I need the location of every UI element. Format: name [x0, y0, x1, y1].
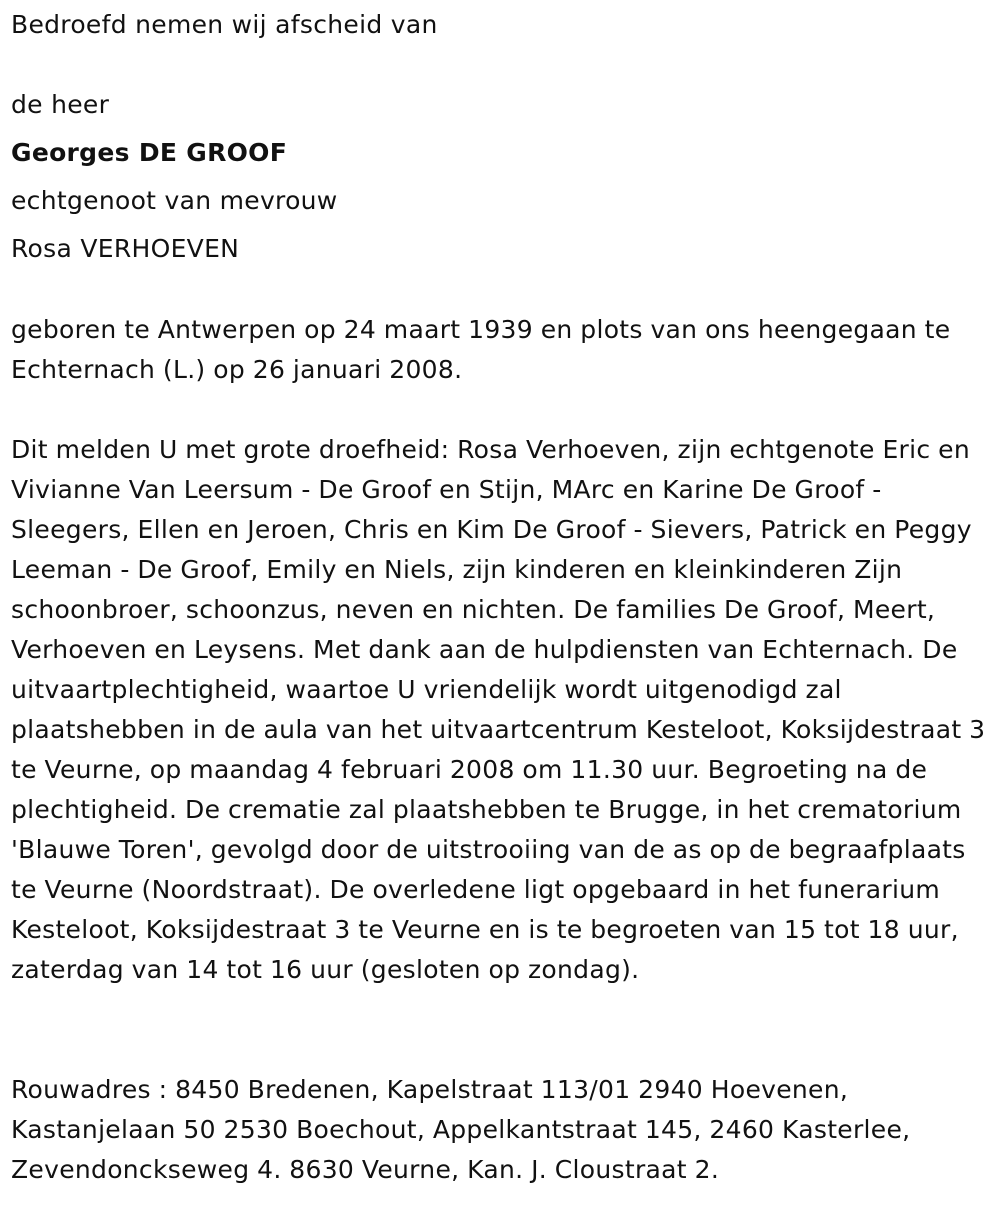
mourning-address-paragraph: Rouwadres : 8450 Bredenen, Kapelstraat 113/01 2940 Hoevenen, Kastanjelaan 50 2530 Boechout, Appelkantstraat 145, 2460 Kasterlee, Zevendonckseweg 4. 8630 Veurne, Kan. J. Cloustraat 2. — [11, 1075, 911, 1184]
spouse-name: Rosa VERHOEVEN — [11, 234, 240, 263]
birth-death-paragraph: geboren te Antwerpen op 24 maart 1939 en plots van ons heengegaan te Echternach (L.) op 26 januari 2008. — [11, 315, 951, 384]
announcement-paragraph: Dit melden U met grote droefheid: Rosa Verhoeven, zijn echtgenote Eric en Vivianne Van Leersum - De Groof en Stijn, MArc en Karine De Groof - Sleegers, Ellen en Jeroen, Chris en Kim De Groof - Sievers, Patrick en Peggy Leeman - De Groof, Emily en Niels, zijn kinderen en kleinkinderen Zijn schoonbroer, schoonzus, neven en nichten. De families De Groof, Meert, Verhoeven en Leysens. Met dank aan de hulpdiensten van Echternach. De uitvaartplechtigheid, waartoe U vriendelijk wordt uitgenodigd zal plaatshebben in de aula van het uitvaartcentrum Kesteloot, Koksijdestraat 3 te Veurne, op maandag 4 februari 2008 om 11.30 uur. Begroeting na de plechtigheid. De crematie zal plaatshebben te Brugge, in het crematorium 'Blauwe Toren', gevolgd door de uitstrooiing van de as op de begraafplaats te Veurne (Noordstraat). De overledene ligt opgebaard in het funerarium Kesteloot, Koksijdestraat 3 te Veurne en is te begroeten van 15 tot 18 uur, zaterdag van 14 tot 16 uur (gesloten op zondag). — [11, 435, 986, 984]
deceased-name: Georges DE GROOF — [11, 138, 288, 167]
intro-text: Bedroefd nemen wij afscheid van — [11, 10, 438, 39]
honorific: de heer — [11, 90, 110, 119]
spouse-label: echtgenoot van mevrouw — [11, 186, 338, 215]
